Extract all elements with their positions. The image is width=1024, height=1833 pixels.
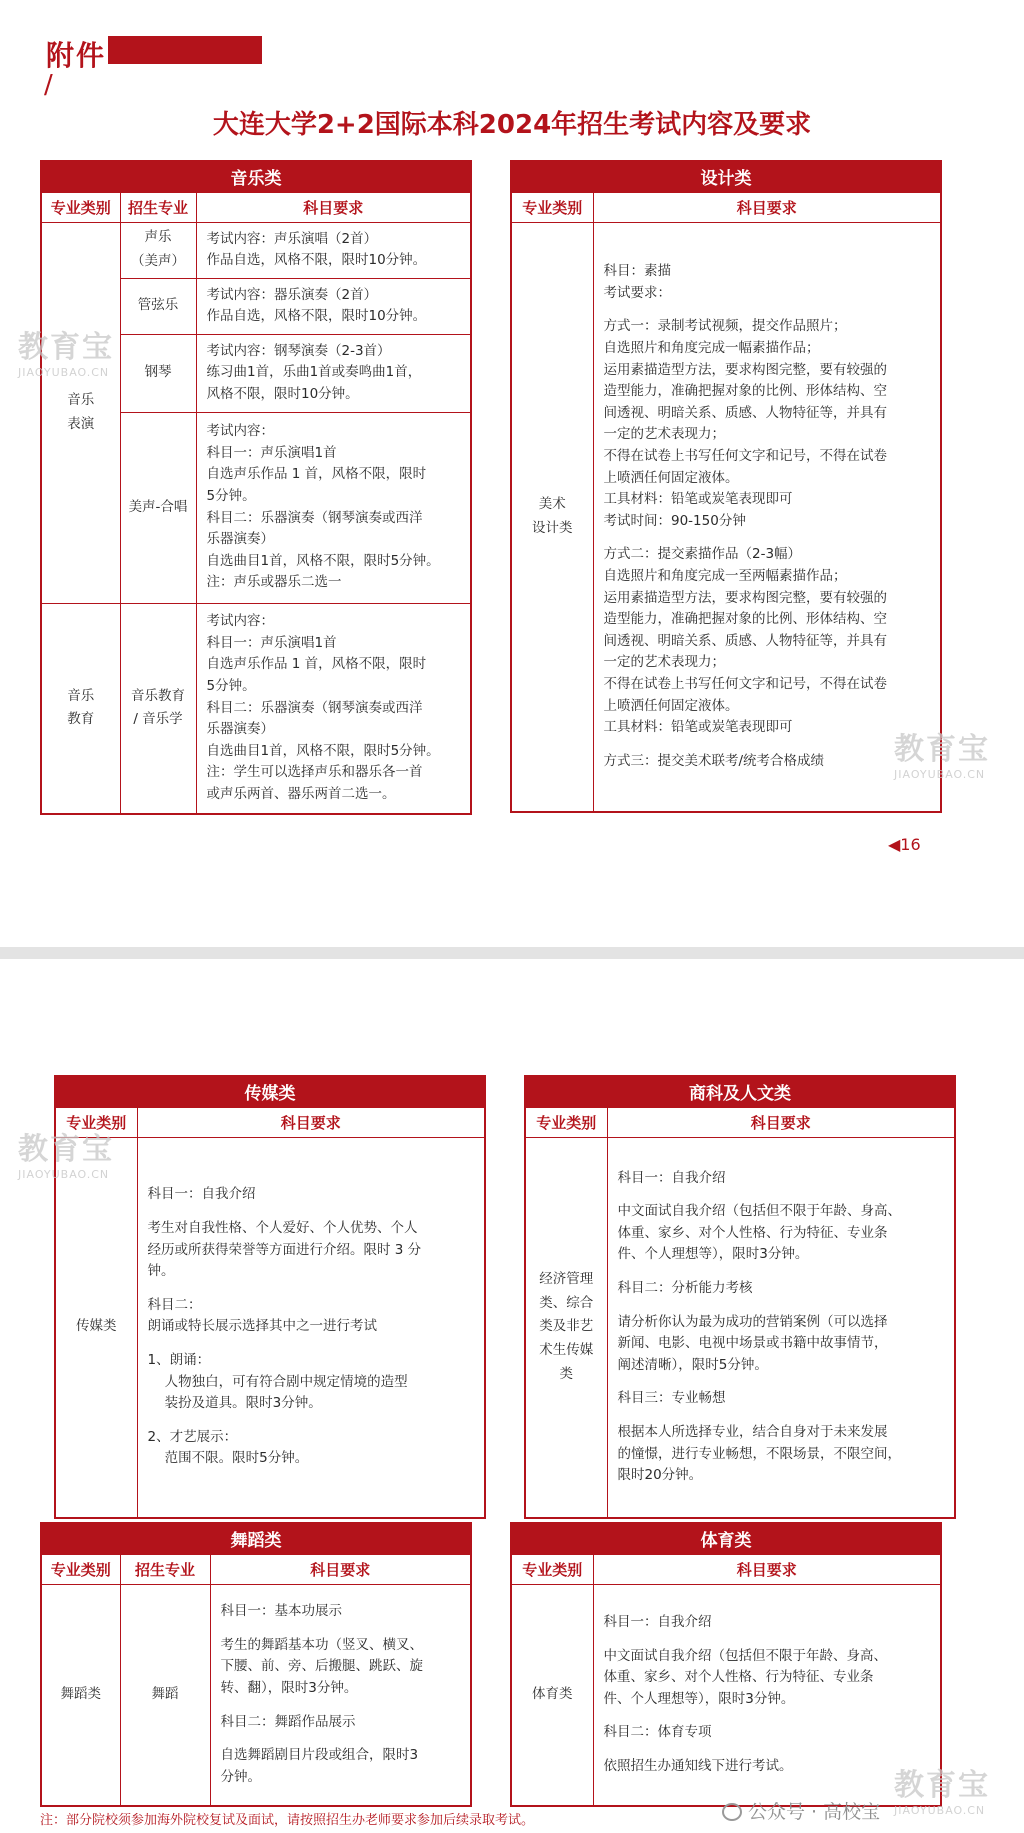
media-table (54, 1075, 486, 1519)
dance-header-major: 招生专业 (120, 1554, 210, 1584)
watermark: 教育宝 JIAOYUBAO.CN (18, 330, 114, 379)
page-divider (0, 947, 1024, 959)
header-slash: / (44, 70, 53, 100)
music-req-chorus: 考试内容： 科目一：声乐演唱1首 自选声乐作品 1 首，风格不限，限时 5分钟。 科目二：乐器演奏（钢琴演奏或西洋 乐器演奏） 自选曲目1首，风格不限，限时5分钟。 注：声乐或器乐二选一 (196, 412, 471, 603)
watermark: 教育宝 JIAOYUBAO.CN (894, 1768, 990, 1817)
footnote: 注：部分院校须参加海外院校复试及面试，请按照招生办老师要求参加后续录取考试。 (40, 1813, 535, 1828)
music-caption: 音乐类 (41, 161, 471, 192)
dance-table (40, 1522, 472, 1807)
dance-requirements: 科目一：基本功展示 考生的舞蹈基本功（竖叉、横叉、 下腰、前、旁、后搬腿、跳跃、旋 转、翻），限时3分钟。 科目二：舞蹈作品展示 自选舞蹈剧目片段或组合，限时3 分钟。 (210, 1584, 471, 1806)
sports-header-category: 专业类别 (511, 1554, 593, 1584)
business-header-requirements: 科目要求 (607, 1107, 955, 1137)
music-major-orchestral: 管弦乐 (120, 278, 196, 334)
dance-header-category: 专业类别 (41, 1554, 120, 1584)
music-header-category: 专业类别 (41, 192, 120, 222)
dance-header-requirements: 科目要求 (210, 1554, 471, 1584)
business-requirements: 科目一：自我介绍 中文面试自我介绍（包括但不限于年龄、身高、 体重、家乡、对个人性格、行为特征、专业条 件、个人理想等），限时3分钟。 科目二：分析能力考核 请分析你认为最为成功的营销案例（可以选择 新闻、电影、电视中场景或书籍中故事情节， 阐述清晰），限时5分钟。 科目三：专业畅想 根据本人所选择专业，结合自身对于未来发展 的憧憬，进行专业畅想，不限场景，不限空间， 限时20分钟。 (607, 1137, 955, 1518)
attachment-label: 附件 (46, 39, 107, 72)
dance-category: 舞蹈类 (41, 1584, 120, 1806)
music-major-chorus: 美声-合唱 (120, 412, 196, 603)
music-req-vocal: 考试内容：声乐演唱（2首） 作品自选，风格不限，限时10分钟。 (196, 222, 471, 278)
business-caption: 商科及人文类 (525, 1076, 955, 1107)
music-major-vocal: 声乐 （美声） (120, 222, 196, 278)
music-category-performance: 音乐 表演 (41, 222, 120, 603)
business-category: 经济管理 类、综合 类及非艺 术生传媒 类 (525, 1137, 607, 1518)
music-req-education: 考试内容： 科目一：声乐演唱1首 自选声乐作品 1 首，风格不限，限时 5分钟。 科目二：乐器演奏（钢琴演奏或西洋 乐器演奏） 自选曲目1首，风格不限，限时5分钟。 注：学生可以选择声乐和器乐各一首 或声乐两首、器乐两首二选一。 (196, 603, 471, 814)
business-header-category: 专业类别 (525, 1107, 607, 1137)
media-caption: 传媒类 (55, 1076, 485, 1107)
design-caption: 设计类 (511, 161, 941, 192)
media-header-category: 专业类别 (55, 1107, 137, 1137)
wechat-account-label: 公众号 · 高校宝 (722, 1797, 880, 1824)
music-major-piano: 钢琴 (120, 334, 196, 412)
music-table (40, 160, 472, 815)
dance-caption: 舞蹈类 (41, 1523, 471, 1554)
music-major-education: 音乐教育 / 音乐学 (120, 603, 196, 814)
music-header-requirements: 科目要求 (196, 192, 471, 222)
music-req-orchestral: 考试内容：器乐演奏（2首） 作品自选，风格不限，限时10分钟。 (196, 278, 471, 334)
wechat-icon (722, 1803, 742, 1821)
music-category-education: 音乐 教育 (41, 603, 120, 814)
document-title: 大连大学2+2国际本科2024年招生考试内容及要求 (212, 110, 812, 140)
design-header-category: 专业类别 (511, 192, 593, 222)
sports-requirements: 科目一：自我介绍 中文面试自我介绍（包括但不限于年龄、身高、 体重、家乡、对个人性格、行为特征、专业条 件、个人理想等），限时3分钟。 科目二：体育专项 依照招生办通知线下进行考试。 (593, 1584, 941, 1806)
design-category: 美术 设计类 (511, 222, 593, 812)
watermark: 教育宝 JIAOYUBAO.CN (894, 732, 990, 781)
design-requirements: 科目：素描 考试要求： 方式一：录制考试视频，提交作品照片； 自选照片和角度完成一幅素描作品； 运用素描造型方法，要求构图完整，要有较强的 造型能力，准确把握对象的比例、形体结构、空 间透视、明暗关系、质感、人物特征等，并具有 一定的艺术表现力； 不得在试卷上书写任何文字和记号，不得在试卷 上喷洒任何固定液体。 工具材料：铅笔或炭笔表现即可 考试时间：90-150分钟 方式二：提交素描作品（2-3幅） 自选照片和角度完成一至两幅素描作品； 运用素描造型方法，要求构图完整，要有较强的 造型能力，准确把握对象的比例、形体结构、空 间透视、明暗关系、质感、人物特征等，并具有 一定的艺术表现力； 不得在试卷上书写任何文字和记号，不得在试卷 上喷洒任何固定液体。 工具材料：铅笔或炭笔表现即可 方式三：提交美术联考/统考合格成绩 (593, 222, 941, 812)
dance-major: 舞蹈 (120, 1584, 210, 1806)
media-category: 传媒类 (55, 1137, 137, 1518)
business-table (524, 1075, 956, 1519)
watermark: 教育宝 JIAOYUBAO.CN (18, 1132, 114, 1181)
sports-category: 体育类 (511, 1584, 593, 1806)
page-number: ◀16 (888, 835, 921, 854)
media-requirements: 科目一：自我介绍 考生对自我性格、个人爱好、个人优势、个人 经历或所获得荣誉等方面进行介绍。限时 3 分 钟。 科目二： 朗诵或特长展示选择其中之一进行考试 1、朗诵： 人物独白，可有符合剧中规定情境的造型 装扮及道具。限时3分钟。 2、才艺展示： 范围不限。限时5分钟。 (137, 1137, 485, 1518)
sports-caption: 体育类 (511, 1523, 941, 1554)
design-table (510, 160, 942, 813)
header-accent-bar (108, 36, 262, 64)
music-req-piano: 考试内容：钢琴演奏（2-3首） 练习曲1首，乐曲1首或奏鸣曲1首， 风格不限，限时10分钟。 (196, 334, 471, 412)
design-header-requirements: 科目要求 (593, 192, 941, 222)
music-header-major: 招生专业 (120, 192, 196, 222)
media-header-requirements: 科目要求 (137, 1107, 485, 1137)
sports-table (510, 1522, 942, 1807)
sports-header-requirements: 科目要求 (593, 1554, 941, 1584)
